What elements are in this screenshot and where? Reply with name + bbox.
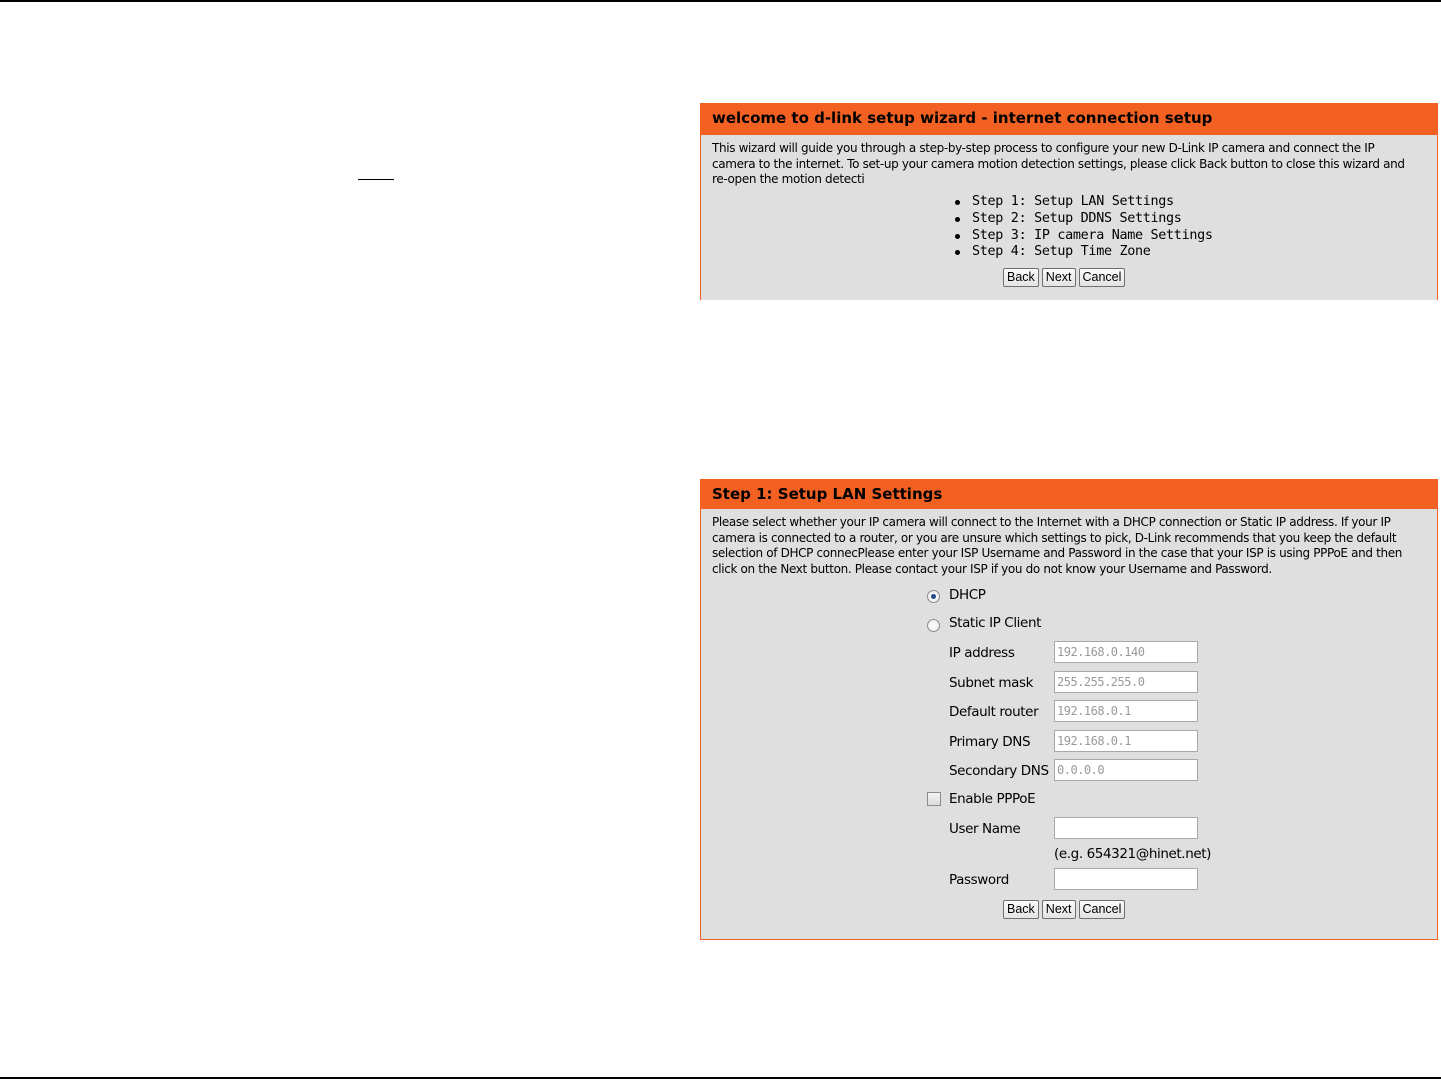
wizard-description: This wizard will guide you through a step-by-step process to configure your new D-Link IP camera and connect the IP camera to the internet. To set-up your camera motion detection settings, please click Back button to close this wizard and re-open the motion detecti <box>712 141 1405 186</box>
subnet-mask-label: Subnet mask <box>949 675 1034 691</box>
username-input[interactable] <box>1054 817 1198 839</box>
lan-settings-panel <box>700 479 1438 940</box>
lan-description: Please select whether your IP camera will connect to the Internet with a DHCP connection or Static IP address. If your IP camera is connected to a router, or you are unsure which settings to pick, D-Link recommends that you keep the default selection of DHCP connecPlease enter your ISP Username and Password in the case that your ISP is using PPPoE and then click on the Next button. Please contact your ISP if you do not know your Username and Password. <box>712 515 1403 576</box>
dhcp-radio[interactable] <box>927 590 940 603</box>
wizard-panel <box>700 103 1438 300</box>
ip-address-input[interactable]: 192.168.0.140 <box>1054 641 1198 663</box>
back-button[interactable]: Back <box>1003 900 1039 919</box>
username-label: User Name <box>949 821 1021 837</box>
lan-title: Step 1: Setup LAN Settings <box>700 479 1438 509</box>
default-router-label: Default router <box>949 704 1039 720</box>
back-button[interactable]: Back <box>1003 268 1039 287</box>
wizard-step-3: Step 3: IP camera Name Settings <box>953 228 1213 245</box>
wizard-buttons <box>1003 268 1128 287</box>
password-input[interactable] <box>1054 868 1198 890</box>
default-router-input[interactable]: 192.168.0.1 <box>1054 700 1198 722</box>
password-label: Password <box>949 872 1009 888</box>
wizard-steps <box>953 194 1213 261</box>
enable-pppoe-checkbox[interactable] <box>927 792 941 806</box>
enable-pppoe-label: Enable PPPoE <box>949 791 1036 807</box>
cancel-button[interactable]: Cancel <box>1079 900 1126 919</box>
bottom-rule <box>0 1077 1441 1079</box>
username-hint: (e.g. 654321@hinet.net) <box>1054 846 1212 862</box>
secondary-dns-input[interactable]: 0.0.0.0 <box>1054 759 1198 781</box>
primary-dns-label: Primary DNS <box>949 734 1031 750</box>
lan-buttons <box>1003 900 1128 919</box>
wizard-step-1: Step 1: Setup LAN Settings <box>953 194 1213 211</box>
subnet-mask-input[interactable]: 255.255.255.0 <box>1054 671 1198 693</box>
ip-address-label: IP address <box>949 645 1015 661</box>
wizard-step-2: Step 2: Setup DDNS Settings <box>953 211 1213 228</box>
wizard-title: welcome to d-link setup wizard - internet connection setup <box>700 103 1438 135</box>
static-ip-radio[interactable] <box>927 619 940 632</box>
primary-dns-input[interactable]: 192.168.0.1 <box>1054 730 1198 752</box>
top-rule <box>0 0 1441 2</box>
underline-stub <box>358 179 394 180</box>
next-button[interactable]: Next <box>1042 268 1076 287</box>
static-ip-label: Static IP Client <box>949 615 1041 631</box>
cancel-button[interactable]: Cancel <box>1079 268 1126 287</box>
next-button[interactable]: Next <box>1042 900 1076 919</box>
wizard-step-4: Step 4: Setup Time Zone <box>953 244 1213 261</box>
secondary-dns-label: Secondary DNS <box>949 763 1049 779</box>
dhcp-label: DHCP <box>949 587 986 603</box>
